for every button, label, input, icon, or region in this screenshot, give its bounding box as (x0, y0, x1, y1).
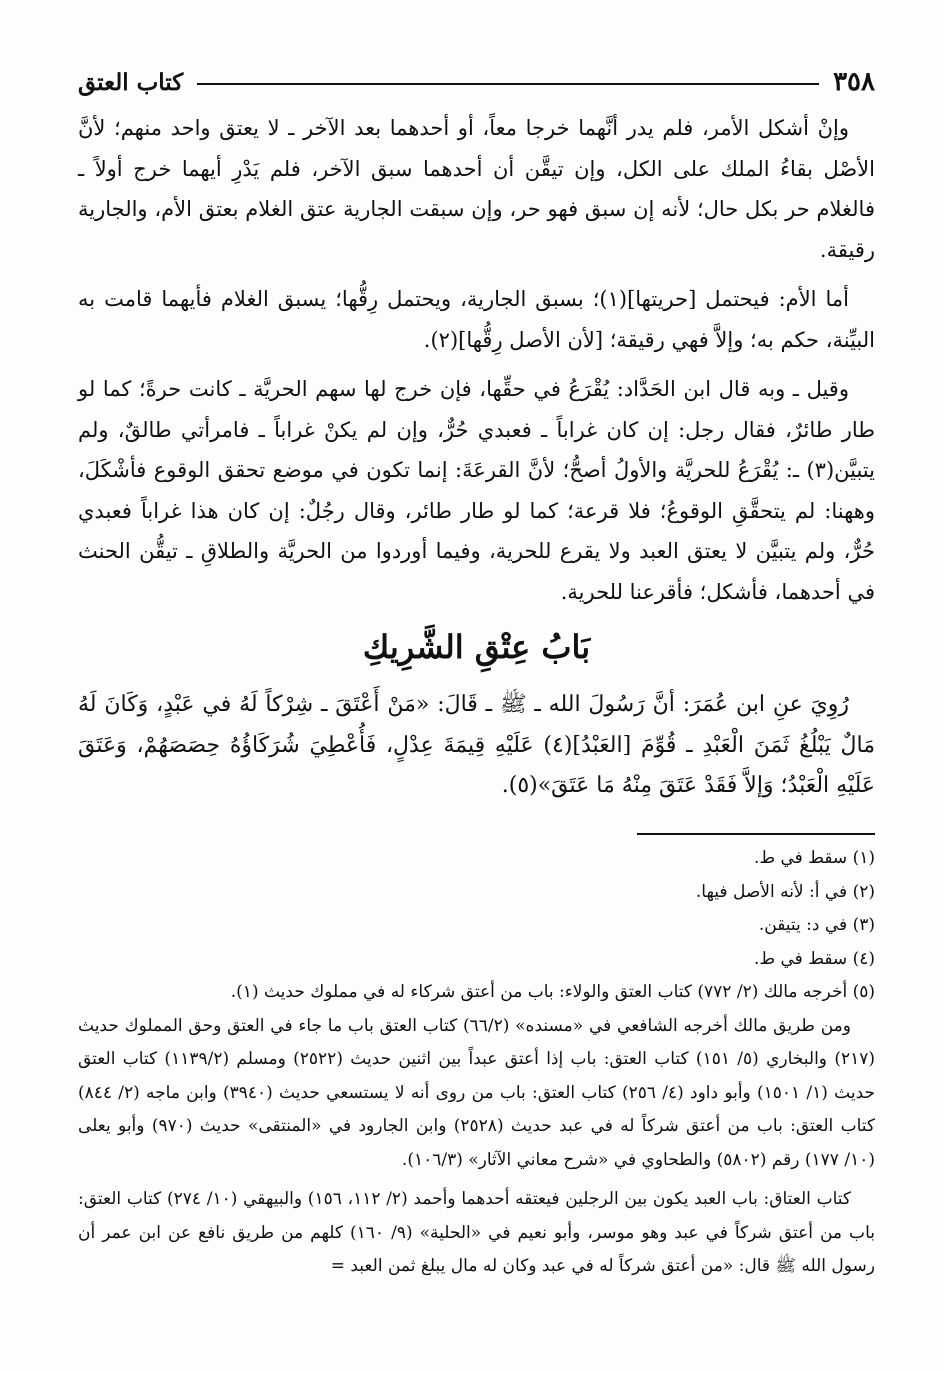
chapter-title: بَابُ عِتْقِ الشَّرِيكِ (362, 628, 591, 666)
header-rule (197, 83, 819, 85)
main-text (78, 108, 875, 816)
footnote-3: (٣) في د: يتيقن. (758, 915, 875, 935)
footnotes (78, 842, 875, 1284)
footnote-5-continuation-1: ومن طريق مالك أخرجه الشافعي في «مسنده» (٦٦/٢) كتاب العتق باب ما جاء في العتق وحق المملوك حديث (٢١٧) والبخاري (٥/ ١٥١) كتاب العتق: باب إذا أعتق عبداً بين اثنين حديث (٢٥٢٢) ومسلم (١١٣٩/٢) كتاب العتق حديث (١/ ١٥٠١) وأبو داود (٤/ ٢٥٦) كتاب العتق: باب من روى أنه لا يستسعي حديث (٣٩٤٠) وابن ماجه (٢/ ٨٤٤) كتاب العتق: باب من أعتق شركاً له في عبد حديث (٢٥٢٨) وابن الجارود في «المنتقى» حديث (٩٧٠) وأبو يعلى (١٠/ ١٧٧) رقم (٥٨٠٢) والطحاوي في «شرح معاني الآثار» (١٠٦/٣). (78, 1015, 875, 1170)
hadith-text: رُوِيَ عنِ ابن عُمَرَ: أنَّ رَسُولَ الله ـ ﷺ ـ قَالَ: «مَنْ أَعْتَقَ ـ شِرْكاً لَهُ في عَبْدٍ، وَكَانَ لَهُ مَالٌ يَبْلُغُ ثَمَنَ الْعَبْدِ ـ قُوِّمَ [العَبْدُ](٤) عَلَيْهِ قِيمَةَ عِدْلٍ، فَأُعْطِيَ شُرَكَاؤُهُ حِصَصَهُمْ، وَعَتَقَ عَلَيْهِ الْعَبْدُ؛ وَإلاَّ فَقَدْ عَتَقَ مِنْهُ مَا عَتَقَ»(٥). (78, 692, 875, 798)
paragraph-3: وقيل ـ وبه قال ابن الحَدَّاد: يُقْرَعُ في حقِّها، فإن خرج لها سهم الحريَّة ـ كانت حرةً؛ كما لو طار طائرٌ، فقال رجل: إن كان غراباً ـ فعبدي حُرٌّ، وإن لم يكنْ غراباً ـ فامرأتي طالقٌ، ولم يتبيَّن(٣) ـ: يُقْرَعُ للحريَّة والأولُ أصحُّ؛ لأنَّ القرعَةَ: إنما تكون في موضع تحقق الوقوع فأشْكَلَ، وههنا: لم يتحقَّقِ الوقوعُ؛ فلا قرعة؛ كما لو طار طائر، وقال رجُلٌ: إن كان هذا غراباً فعبدي حُرٌّ، ولم يتبيَّن لا يعتق العبد ولا يقرع للحرية، وفيما أوردوا من الحريَّة والطلاقِ ـ تيقُّن الحنث في أحدهما، فأشكل؛ فأقرعنا للحرية. (78, 377, 875, 604)
footnote-1: (١) سقط في ط. (753, 848, 875, 868)
running-title: كتاب العتق (78, 68, 184, 96)
footnote-2: (٢) في أ: لأنه الأصل فيها. (695, 881, 875, 902)
footnote-rule (637, 833, 875, 835)
page-header (78, 62, 875, 102)
paragraph-2: أما الأم: فيحتمل [حريتها](١)؛ بسبق الجارية، ويحتمل رِقُّها؛ يسبق الغلام فأيهما قامت به البيِّنة، حكم به؛ وإلاَّ فهي رقيقة؛ [لأن الأصل رِقُّها](٢). (78, 287, 875, 352)
paragraph-1: وإنْ أشكل الأمر، فلم يدر أنَّهما خرجا معاً، أو أحدهما بعد الآخر ـ لا يعتق واحد منهم؛ لأنَّ الأصْل بقاءُ الملك على الكل، وإن تيقَّن أن أحدهما سبق الآخر، فلم يَدْرِ أيهما خرج أولاً ـ فالغلام حر بكل حال؛ لأنه إن سبق فهو حر، وإن سبقت الجارية عتق الغلام بعتق الأم، والجارية رقيقة. (78, 116, 875, 262)
footnote-5: (٥) أخرجه مالك (٢/ ٧٧٢) كتاب العتق والولاء: باب من أعتق شركاء له في مملوك حديث (١). (230, 982, 875, 1002)
footnote-4: (٤) سقط في ط. (753, 948, 875, 969)
page-number: ٣٥٨ (833, 67, 875, 97)
footnote-5-continuation-2: كتاب العتاق: باب العبد يكون بين الرجلين فيعتقه أحدهما وأحمد (٢/ ١١٢، ١٥٦) والبيهقي (١٠/ ٢٧٤) كتاب العتق: باب من أعتق شركاً في عبد وهو موسر، وأبو نعيم في «الحلية» (٩/ ١٦٠) كلهم من طريق نافع عن ابن عمر أن رسول الله ﷺ قال: «من أعتق شركاً له في عبد وكان له مال يبلغ ثمن العبد = (78, 1189, 875, 1276)
